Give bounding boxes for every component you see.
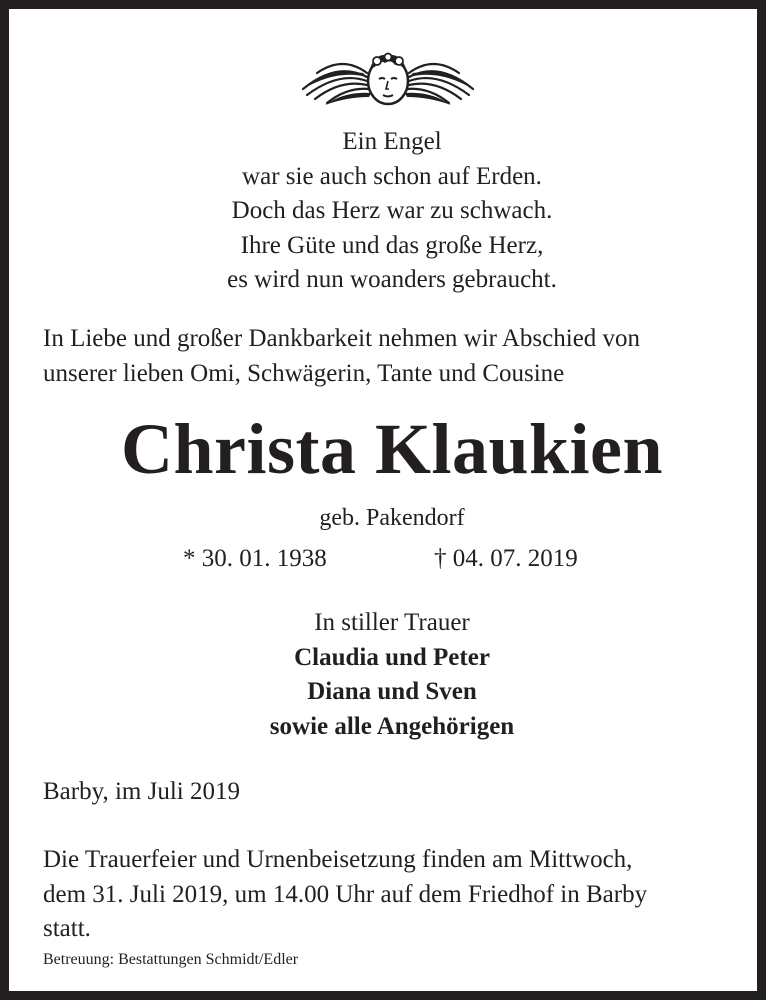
mourner-name: Diana und Sven bbox=[307, 678, 477, 705]
verse-line: es wird nun woanders gebraucht. bbox=[227, 266, 557, 293]
memorial-verse bbox=[9, 125, 766, 298]
place-and-date: Barby, im Juli 2019 bbox=[43, 778, 240, 805]
mourner-name: sowie alle Angehörigen bbox=[269, 712, 515, 740]
ceremony-line: Die Trauerfeier und Urnenbeisetzung finden am Mittwoch, bbox=[43, 846, 633, 873]
intro-line: In Liebe und großer Dankbarkeit nehmen wir Abschied von bbox=[43, 325, 641, 352]
mourner-name: Claudia und Peter bbox=[294, 643, 490, 671]
mourners-block bbox=[9, 606, 766, 744]
intro-line: unserer lieben Omi, Schwägerin, Tante und Cousine bbox=[43, 359, 565, 387]
verse-line: Ein Engel bbox=[342, 128, 442, 155]
farewell-intro bbox=[43, 322, 753, 391]
maiden-name: geb. Pakendorf bbox=[319, 505, 465, 531]
verse-line: Doch das Herz war zu schwach. bbox=[231, 197, 553, 224]
funeral-home-credit: Betreuung: Bestattungen Schmidt/Edler bbox=[43, 951, 299, 968]
mourning-heading: In stiller Trauer bbox=[314, 609, 470, 636]
verse-line: war sie auch schon auf Erden. bbox=[242, 162, 542, 190]
death-date: † 04. 07. 2019 bbox=[434, 545, 578, 572]
ceremony-line: dem 31. Juli 2019, um 14.00 Uhr auf dem Friedhof in Barby bbox=[43, 880, 648, 908]
ceremony-line: statt. bbox=[43, 915, 91, 942]
angel-icon bbox=[297, 47, 479, 109]
birth-date: * 30. 01. 1938 bbox=[183, 545, 327, 572]
ceremony-details bbox=[43, 843, 753, 947]
deceased-name: Christa Klaukien bbox=[120, 409, 664, 489]
verse-line: Ihre Güte und das große Herz, bbox=[240, 231, 544, 259]
